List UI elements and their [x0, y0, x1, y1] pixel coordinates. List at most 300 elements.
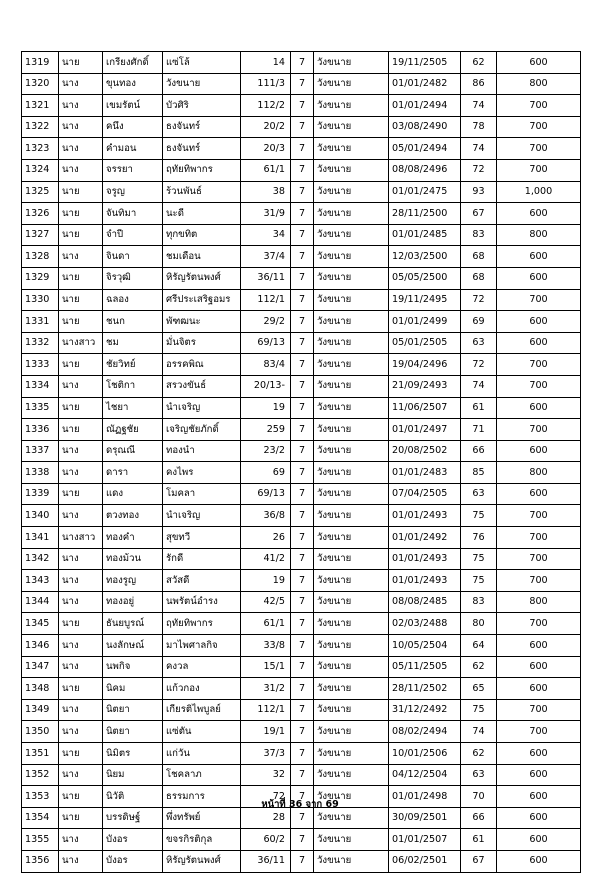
seq-number-cell: 1335 [22, 397, 59, 419]
village-name-cell: วังขนาย [314, 52, 389, 74]
last-name-cell: นะดี [163, 203, 241, 225]
name-prefix-cell: นาง [59, 95, 103, 117]
first-name-cell: นิตยา [103, 699, 163, 721]
name-prefix-cell: นาย [59, 419, 103, 441]
house-number-cell: 23/2 [241, 440, 291, 462]
moo-number-cell: 7 [291, 203, 314, 225]
last-name-cell: ฤทัยทิพากร [163, 159, 241, 181]
moo-number-cell: 7 [291, 95, 314, 117]
house-number-cell: 83/4 [241, 354, 291, 376]
allowance-amount-cell: 800 [497, 462, 581, 484]
age-cell: 67 [461, 203, 497, 225]
village-name-cell: วังขนาย [314, 246, 389, 268]
table-row [22, 419, 581, 441]
name-prefix-cell: นาย [59, 311, 103, 333]
table-row [22, 203, 581, 225]
age-cell: 63 [461, 332, 497, 354]
seq-number-cell: 1333 [22, 354, 59, 376]
village-name-cell: วังขนาย [314, 743, 389, 765]
village-name-cell: วังขนาย [314, 570, 389, 592]
table-row [22, 138, 581, 160]
seq-number-cell: 1324 [22, 159, 59, 181]
first-name-cell: บังอร [103, 829, 163, 851]
village-name-cell: วังขนาย [314, 678, 389, 700]
first-name-cell: ดรุณณี [103, 440, 163, 462]
first-name-cell: ไชยา [103, 397, 163, 419]
allowance-amount-cell: 1,000 [497, 181, 581, 203]
name-prefix-cell: นางสาว [59, 332, 103, 354]
age-cell: 61 [461, 397, 497, 419]
moo-number-cell: 7 [291, 289, 314, 311]
last-name-cell: อรรคพิณ [163, 354, 241, 376]
house-number-cell: 41/2 [241, 548, 291, 570]
birth-date-cell: 05/01/2494 [389, 138, 461, 160]
last-name-cell: รักดี [163, 548, 241, 570]
table-row [22, 397, 581, 419]
name-prefix-cell: นาย [59, 267, 103, 289]
first-name-cell: นิยม [103, 764, 163, 786]
last-name-cell: ธงจันทร์ [163, 116, 241, 138]
table-row [22, 721, 581, 743]
first-name-cell: บังอร [103, 850, 163, 872]
birth-date-cell: 19/04/2496 [389, 354, 461, 376]
age-cell: 85 [461, 462, 497, 484]
table-body [22, 52, 581, 873]
seq-number-cell: 1338 [22, 462, 59, 484]
table-row [22, 548, 581, 570]
seq-number-cell: 1342 [22, 548, 59, 570]
moo-number-cell: 7 [291, 613, 314, 635]
birth-date-cell: 08/08/2485 [389, 591, 461, 613]
last-name-cell: พัฑฒนะ [163, 311, 241, 333]
allowance-amount-cell: 600 [497, 483, 581, 505]
house-number-cell: 32 [241, 764, 291, 786]
last-name-cell: ธงจันทร์ [163, 138, 241, 160]
age-cell: 72 [461, 289, 497, 311]
age-cell: 62 [461, 52, 497, 74]
house-number-cell: 61/1 [241, 159, 291, 181]
age-cell: 65 [461, 678, 497, 700]
table-row [22, 483, 581, 505]
seq-number-cell: 1326 [22, 203, 59, 225]
house-number-cell: 29/2 [241, 311, 291, 333]
house-number-cell: 19 [241, 397, 291, 419]
first-name-cell: ทองม้วน [103, 548, 163, 570]
moo-number-cell: 7 [291, 807, 314, 829]
age-cell: 83 [461, 591, 497, 613]
age-cell: 69 [461, 311, 497, 333]
first-name-cell: คำมอน [103, 138, 163, 160]
age-cell: 93 [461, 181, 497, 203]
age-cell: 63 [461, 483, 497, 505]
seq-number-cell: 1343 [22, 570, 59, 592]
birth-date-cell: 06/02/2501 [389, 850, 461, 872]
allowance-amount-cell: 600 [497, 267, 581, 289]
last-name-cell: ร้วนพันธ์ [163, 181, 241, 203]
last-name-cell: แก้วกอง [163, 678, 241, 700]
seq-number-cell: 1347 [22, 656, 59, 678]
moo-number-cell: 7 [291, 850, 314, 872]
house-number-cell: 111/3 [241, 73, 291, 95]
first-name-cell: เขมรัตน์ [103, 95, 163, 117]
allowance-amount-cell: 700 [497, 613, 581, 635]
age-cell: 74 [461, 721, 497, 743]
name-prefix-cell: นาย [59, 807, 103, 829]
name-prefix-cell: นาง [59, 138, 103, 160]
first-name-cell: นิคม [103, 678, 163, 700]
name-prefix-cell: นาง [59, 635, 103, 657]
name-prefix-cell: นาย [59, 613, 103, 635]
house-number-cell: 112/1 [241, 699, 291, 721]
last-name-cell: แก่วัน [163, 743, 241, 765]
seq-number-cell: 1322 [22, 116, 59, 138]
allowance-amount-cell: 600 [497, 850, 581, 872]
village-name-cell: วังขนาย [314, 548, 389, 570]
age-cell: 74 [461, 375, 497, 397]
allowance-amount-cell: 600 [497, 743, 581, 765]
allowance-amount-cell: 600 [497, 656, 581, 678]
name-prefix-cell: นาง [59, 570, 103, 592]
allowance-amount-cell: 600 [497, 440, 581, 462]
house-number-cell: 14 [241, 52, 291, 74]
allowance-amount-cell: 800 [497, 73, 581, 95]
birth-date-cell: 01/01/2485 [389, 224, 461, 246]
seq-number-cell: 1340 [22, 505, 59, 527]
last-name-cell: ขจรกิรติกุล [163, 829, 241, 851]
name-prefix-cell: นาย [59, 397, 103, 419]
village-name-cell: วังขนาย [314, 224, 389, 246]
table-row [22, 505, 581, 527]
age-cell: 62 [461, 743, 497, 765]
seq-number-cell: 1344 [22, 591, 59, 613]
seq-number-cell: 1354 [22, 807, 59, 829]
age-cell: 75 [461, 570, 497, 592]
seq-number-cell: 1355 [22, 829, 59, 851]
house-number-cell: 36/11 [241, 850, 291, 872]
allowance-amount-cell: 700 [497, 505, 581, 527]
first-name-cell: จรูญ [103, 181, 163, 203]
seq-number-cell: 1350 [22, 721, 59, 743]
last-name-cell: สุขทวี [163, 527, 241, 549]
seq-number-cell: 1346 [22, 635, 59, 657]
last-name-cell: โมคลา [163, 483, 241, 505]
village-name-cell: วังขนาย [314, 635, 389, 657]
birth-date-cell: 05/11/2505 [389, 656, 461, 678]
name-prefix-cell: นาง [59, 246, 103, 268]
name-prefix-cell: นาง [59, 440, 103, 462]
first-name-cell: นิมิตร [103, 743, 163, 765]
table-row [22, 743, 581, 765]
birth-date-cell: 01/01/2492 [389, 527, 461, 549]
age-cell: 63 [461, 764, 497, 786]
age-cell: 83 [461, 224, 497, 246]
allowance-amount-cell: 700 [497, 527, 581, 549]
house-number-cell: 36/11 [241, 267, 291, 289]
birth-date-cell: 08/08/2496 [389, 159, 461, 181]
moo-number-cell: 7 [291, 462, 314, 484]
age-cell: 75 [461, 505, 497, 527]
birth-date-cell: 01/01/2507 [389, 829, 461, 851]
first-name-cell: นิวัติ [103, 786, 163, 808]
last-name-cell: ทุกขทิต [163, 224, 241, 246]
last-name-cell: หิรัญรัตนพงศ์ [163, 267, 241, 289]
birth-date-cell: 01/01/2498 [389, 786, 461, 808]
table-row [22, 246, 581, 268]
moo-number-cell: 7 [291, 656, 314, 678]
house-number-cell: 15/1 [241, 656, 291, 678]
name-prefix-cell: นาง [59, 505, 103, 527]
first-name-cell: นพกิจ [103, 656, 163, 678]
age-cell: 71 [461, 419, 497, 441]
first-name-cell: นิตยา [103, 721, 163, 743]
age-cell: 78 [461, 116, 497, 138]
seq-number-cell: 1320 [22, 73, 59, 95]
last-name-cell: ชมเดือน [163, 246, 241, 268]
house-number-cell: 20/3 [241, 138, 291, 160]
village-name-cell: วังขนาย [314, 527, 389, 549]
allowance-amount-cell: 700 [497, 721, 581, 743]
village-name-cell: วังขนาย [314, 267, 389, 289]
age-cell: 74 [461, 138, 497, 160]
village-name-cell: วังขนาย [314, 311, 389, 333]
village-name-cell: วังขนาย [314, 95, 389, 117]
seq-number-cell: 1341 [22, 527, 59, 549]
first-name-cell: คนึง [103, 116, 163, 138]
seq-number-cell: 1339 [22, 483, 59, 505]
first-name-cell: ทองรูญ [103, 570, 163, 592]
birth-date-cell: 02/03/2488 [389, 613, 461, 635]
age-cell: 64 [461, 635, 497, 657]
first-name-cell: บรรดิษฐ์ [103, 807, 163, 829]
allowance-amount-cell: 600 [497, 52, 581, 74]
moo-number-cell: 7 [291, 267, 314, 289]
first-name-cell: แดง [103, 483, 163, 505]
name-prefix-cell: นาย [59, 203, 103, 225]
house-number-cell: 19/1 [241, 721, 291, 743]
moo-number-cell: 7 [291, 138, 314, 160]
table-row [22, 850, 581, 872]
village-name-cell: วังขนาย [314, 591, 389, 613]
last-name-cell: สวัสดี [163, 570, 241, 592]
birth-date-cell: 19/11/2505 [389, 52, 461, 74]
moo-number-cell: 7 [291, 116, 314, 138]
house-number-cell: 112/2 [241, 95, 291, 117]
first-name-cell: ตวงทอง [103, 505, 163, 527]
table-row [22, 332, 581, 354]
seq-number-cell: 1329 [22, 267, 59, 289]
table-row [22, 527, 581, 549]
last-name-cell: แซ่โล้ [163, 52, 241, 74]
age-cell: 86 [461, 73, 497, 95]
moo-number-cell: 7 [291, 829, 314, 851]
first-name-cell: จิรวุฒิ [103, 267, 163, 289]
allowance-amount-cell: 700 [497, 375, 581, 397]
name-prefix-cell: นาง [59, 764, 103, 786]
allowance-amount-cell: 600 [497, 203, 581, 225]
name-prefix-cell: นาง [59, 699, 103, 721]
birth-date-cell: 01/01/2499 [389, 311, 461, 333]
seq-number-cell: 1336 [22, 419, 59, 441]
house-number-cell: 42/5 [241, 591, 291, 613]
first-name-cell: ชม [103, 332, 163, 354]
first-name-cell: ณัฏฐชัย [103, 419, 163, 441]
name-prefix-cell: นาง [59, 829, 103, 851]
table-row [22, 311, 581, 333]
seq-number-cell: 1352 [22, 764, 59, 786]
table-row [22, 699, 581, 721]
first-name-cell: จรรยา [103, 159, 163, 181]
birth-date-cell: 11/06/2507 [389, 397, 461, 419]
village-name-cell: วังขนาย [314, 850, 389, 872]
moo-number-cell: 7 [291, 786, 314, 808]
first-name-cell: ธันยบูรณ์ [103, 613, 163, 635]
birth-date-cell: 28/11/2500 [389, 203, 461, 225]
last-name-cell: นำเจริญ [163, 397, 241, 419]
village-name-cell: วังขนาย [314, 419, 389, 441]
allowance-amount-cell: 800 [497, 224, 581, 246]
house-number-cell: 69 [241, 462, 291, 484]
allowance-amount-cell: 600 [497, 678, 581, 700]
birth-date-cell: 01/01/2493 [389, 570, 461, 592]
name-prefix-cell: นาย [59, 224, 103, 246]
house-number-cell: 37/4 [241, 246, 291, 268]
moo-number-cell: 7 [291, 375, 314, 397]
name-prefix-cell: นาย [59, 354, 103, 376]
age-cell: 72 [461, 159, 497, 181]
age-cell: 62 [461, 656, 497, 678]
moo-number-cell: 7 [291, 635, 314, 657]
village-name-cell: วังขนาย [314, 483, 389, 505]
seq-number-cell: 1348 [22, 678, 59, 700]
first-name-cell: ทองอยู่ [103, 591, 163, 613]
table-row [22, 95, 581, 117]
allowance-amount-cell: 600 [497, 764, 581, 786]
age-cell: 67 [461, 850, 497, 872]
name-prefix-cell: นาย [59, 483, 103, 505]
birth-date-cell: 05/01/2505 [389, 332, 461, 354]
name-prefix-cell: นาย [59, 52, 103, 74]
village-name-cell: วังขนาย [314, 699, 389, 721]
house-number-cell: 26 [241, 527, 291, 549]
moo-number-cell: 7 [291, 591, 314, 613]
last-name-cell: แซ่ตัน [163, 721, 241, 743]
village-name-cell: วังขนาย [314, 807, 389, 829]
age-cell: 75 [461, 699, 497, 721]
table-row [22, 678, 581, 700]
name-prefix-cell: นาง [59, 73, 103, 95]
last-name-cell: พึ่งทรัพย์ [163, 807, 241, 829]
table-row [22, 159, 581, 181]
house-number-cell: 31/2 [241, 678, 291, 700]
allowance-amount-cell: 700 [497, 354, 581, 376]
birth-date-cell: 10/05/2504 [389, 635, 461, 657]
table-row [22, 354, 581, 376]
house-number-cell: 72 [241, 786, 291, 808]
seq-number-cell: 1353 [22, 786, 59, 808]
seq-number-cell: 1327 [22, 224, 59, 246]
table-row [22, 570, 581, 592]
name-prefix-cell: นาง [59, 721, 103, 743]
birth-date-cell: 28/11/2502 [389, 678, 461, 700]
moo-number-cell: 7 [291, 699, 314, 721]
last-name-cell: คงวล [163, 656, 241, 678]
birth-date-cell: 21/09/2493 [389, 375, 461, 397]
seq-number-cell: 1337 [22, 440, 59, 462]
first-name-cell: ฉลอง [103, 289, 163, 311]
moo-number-cell: 7 [291, 440, 314, 462]
allowance-amount-cell: 700 [497, 138, 581, 160]
seq-number-cell: 1349 [22, 699, 59, 721]
name-prefix-cell: นาง [59, 591, 103, 613]
seq-number-cell: 1351 [22, 743, 59, 765]
moo-number-cell: 7 [291, 181, 314, 203]
table-row [22, 267, 581, 289]
village-name-cell: วังขนาย [314, 721, 389, 743]
birth-date-cell: 01/01/2483 [389, 462, 461, 484]
birth-date-cell: 10/01/2506 [389, 743, 461, 765]
last-name-cell: ทองนำ [163, 440, 241, 462]
birth-date-cell: 07/04/2505 [389, 483, 461, 505]
first-name-cell: ดารา [103, 462, 163, 484]
moo-number-cell: 7 [291, 354, 314, 376]
last-name-cell: มั่นจิตร [163, 332, 241, 354]
birth-date-cell: 20/08/2502 [389, 440, 461, 462]
table-row [22, 73, 581, 95]
moo-number-cell: 7 [291, 332, 314, 354]
village-name-cell: วังขนาย [314, 159, 389, 181]
seq-number-cell: 1345 [22, 613, 59, 635]
birth-date-cell: 01/01/2475 [389, 181, 461, 203]
moo-number-cell: 7 [291, 52, 314, 74]
name-prefix-cell: นาย [59, 181, 103, 203]
village-name-cell: วังขนาย [314, 181, 389, 203]
village-name-cell: วังขนาย [314, 73, 389, 95]
village-name-cell: วังขนาย [314, 505, 389, 527]
last-name-cell: โชคลาภ [163, 764, 241, 786]
house-number-cell: 61/1 [241, 613, 291, 635]
allowance-amount-cell: 700 [497, 116, 581, 138]
seq-number-cell: 1356 [22, 850, 59, 872]
house-number-cell: 69/13 [241, 483, 291, 505]
village-name-cell: วังขนาย [314, 829, 389, 851]
last-name-cell: เกียรติไพบูลย์ [163, 699, 241, 721]
house-number-cell: 34 [241, 224, 291, 246]
table-row [22, 764, 581, 786]
village-name-cell: วังขนาย [314, 138, 389, 160]
house-number-cell: 259 [241, 419, 291, 441]
allowance-amount-cell: 700 [497, 95, 581, 117]
moo-number-cell: 7 [291, 721, 314, 743]
allowance-amount-cell: 600 [497, 635, 581, 657]
last-name-cell: เจริญชัยภักดิ์ [163, 419, 241, 441]
last-name-cell: นพรัตน์อำรง [163, 591, 241, 613]
age-cell: 75 [461, 548, 497, 570]
name-prefix-cell: นาง [59, 462, 103, 484]
birth-date-cell: 05/05/2500 [389, 267, 461, 289]
house-number-cell: 31/9 [241, 203, 291, 225]
seq-number-cell: 1319 [22, 52, 59, 74]
table-row [22, 375, 581, 397]
moo-number-cell: 7 [291, 570, 314, 592]
village-name-cell: วังขนาย [314, 764, 389, 786]
last-name-cell: หิรัญรัตนพงศ์ [163, 850, 241, 872]
village-name-cell: วังขนาย [314, 397, 389, 419]
house-number-cell: 112/1 [241, 289, 291, 311]
house-number-cell: 19 [241, 570, 291, 592]
house-number-cell: 20/2 [241, 116, 291, 138]
age-cell: 68 [461, 267, 497, 289]
house-number-cell: 20/13- [241, 375, 291, 397]
